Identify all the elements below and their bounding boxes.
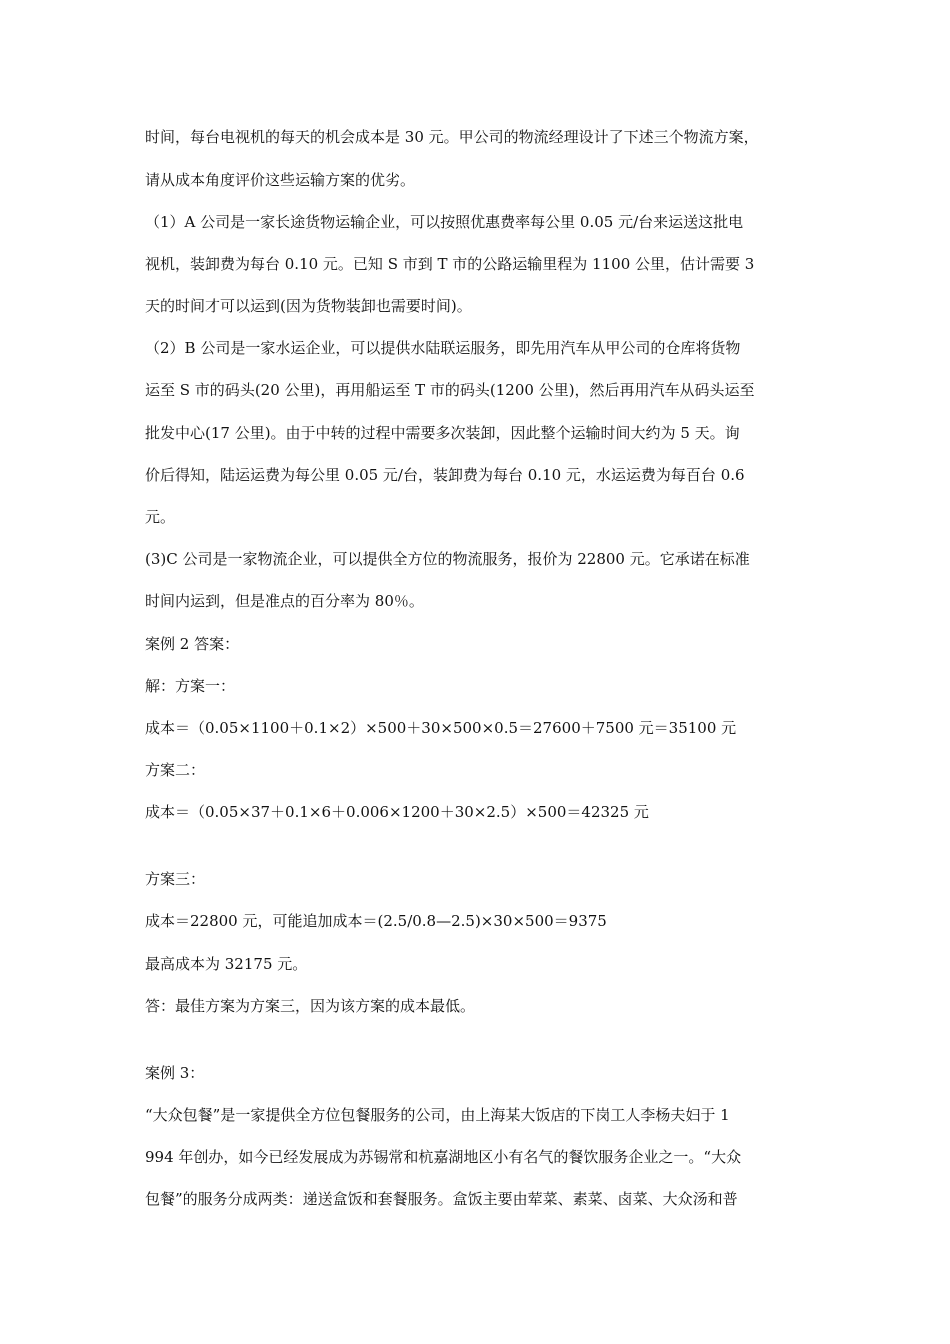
text-line: 解：方案一： bbox=[145, 677, 236, 695]
section-heading: 案例 2 答案： bbox=[145, 635, 240, 653]
text-line: 批发中心(17 公里)。由于中转的过程中需要多次装卸，因此整个运输时间大约为 5 天。询 bbox=[145, 424, 740, 442]
text-line: 时间内运到，但是准点的百分率为 80％。 bbox=[145, 592, 424, 610]
text-line: 方案三： bbox=[145, 870, 206, 888]
text-line: “大众包餐”是一家提供全方位包餐服务的公司，由上海某大饭店的下岗工人李杨夫妇于 1 bbox=[145, 1106, 730, 1124]
formula-line: 成本＝（0.05×1100＋0.1×2）×500＋30×500×0.5＝27600＋7500 元＝35100 元 bbox=[145, 719, 737, 737]
text-line: （1）A 公司是一家长途货物运输企业，可以按照优惠费率每公里 0.05 元/台来运送这批电 bbox=[145, 213, 744, 231]
text-line: 元。 bbox=[145, 508, 176, 526]
text-line: 运至 S 市的码头(20 公里)，再用船运至 T 市的码头(1200 公里)，然后再用汽车从码头运至 bbox=[145, 381, 755, 399]
formula-line: 成本＝22800 元，可能追加成本＝(2.5/0.8—2.5)×30×500＝9375 bbox=[145, 912, 607, 930]
text-line: 994 年创办，如今已经发展成为苏锡常和杭嘉湖地区小有名气的餐饮服务企业之一。“大众 bbox=[145, 1148, 742, 1166]
text-line: 视机，装卸费为每台 0.10 元。已知 S 市到 T 市的公路运输里程为 1100 公里，估计需要 3 bbox=[145, 255, 755, 273]
formula-line: 成本＝（0.05×37＋0.1×6＋0.006×1200＋30×2.5）×500＝42325 元 bbox=[145, 803, 649, 821]
text-line: 天的时间才可以运到(因为货物装卸也需要时间)。 bbox=[145, 297, 472, 315]
text-line: 最高成本为 32175 元。 bbox=[145, 955, 308, 973]
text-line: 时间，每台电视机的每天的机会成本是 30 元。甲公司的物流经理设计了下述三个物流方案， bbox=[145, 128, 759, 146]
text-line: 方案二： bbox=[145, 761, 206, 779]
text-line: （2）B 公司是一家水运企业，可以提供水陆联运服务，即先用汽车从甲公司的仓库将货物 bbox=[145, 339, 741, 357]
text-line: 答：最佳方案为方案三，因为该方案的成本最低。 bbox=[145, 997, 476, 1015]
text-line: 请从成本角度评价这些运输方案的优劣。 bbox=[145, 171, 416, 189]
text-line: (3)C 公司是一家物流企业，可以提供全方位的物流服务，报价为 22800 元。它承诺在标准 bbox=[145, 550, 750, 568]
text-line: 包餐”的服务分成两类：递送盒饭和套餐服务。盒饭主要由荤菜、素菜、卤菜、大众汤和普 bbox=[145, 1190, 738, 1208]
text-line: 价后得知，陆运运费为每公里 0.05 元/台，装卸费为每台 0.10 元，水运运费为每百台 0.6 bbox=[145, 466, 745, 484]
section-heading: 案例 3： bbox=[145, 1064, 205, 1082]
